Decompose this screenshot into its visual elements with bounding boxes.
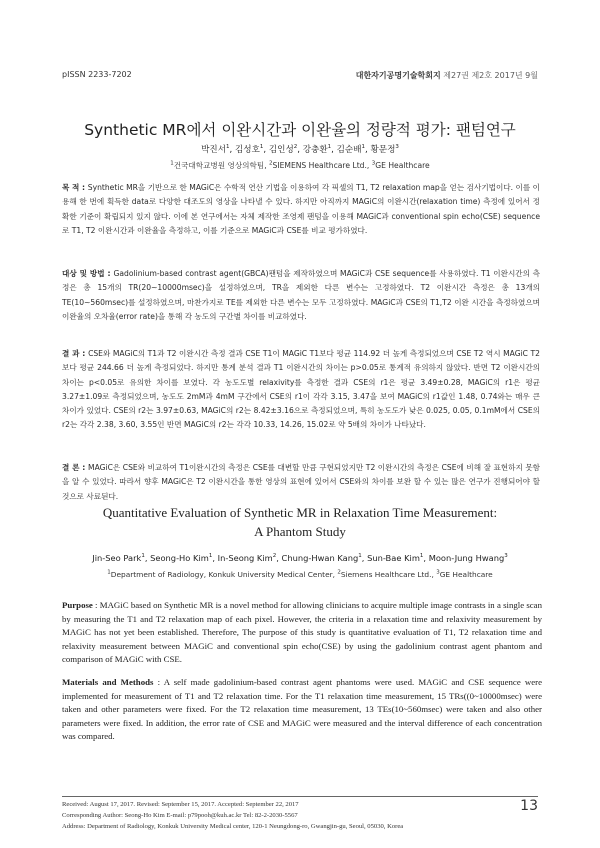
english-title xyxy=(0,503,600,541)
section-label: 목 적 : xyxy=(62,183,88,192)
affil-mark: 3 xyxy=(371,160,376,167)
affil-mark: 1 xyxy=(170,160,174,167)
author-affil-mark: 1 xyxy=(141,553,145,560)
author-affil-mark: 1 xyxy=(208,553,213,560)
affiliation: 건국대학교병원 영상의학팀 xyxy=(173,161,265,170)
section-text: MAGiC은 CSE와 비교하여 T1이완시간의 측정은 CSE를 대변할 만큼 구현되었지만 T2 이완시간의 측정은 CSE에 비해 잘 표현하지 못함을 알 수 있었다. 따라서 향후 MAGiC은 T2 이완시간을 통한 영상의 표현에 있어서 CSE와의 차이를 보완 할 수 있는 많은 연구가 진행되어야 할 것으로 사료된다. xyxy=(62,463,540,501)
affil-mark: 3 xyxy=(436,569,440,576)
affil-mark: 1 xyxy=(107,569,111,576)
author-affil-mark: 3 xyxy=(395,144,399,151)
author-name: 김인성 xyxy=(268,145,294,155)
author-name: Chung-Hwan Kang xyxy=(281,553,359,563)
footer-dates: Received: August 17, 2017. Revised: September 15, 2017. Accepted: September 22, 2017 xyxy=(62,801,299,808)
author-name: 김성호 xyxy=(234,145,260,155)
author-name: Seong-Ho Kim xyxy=(150,553,209,563)
english-title-line: Quantitative Evaluation of Synthetic MR in Relaxation Time Measurement: xyxy=(102,505,498,520)
english-methods-paragraph xyxy=(62,676,542,744)
affiliation: GE Healthcare xyxy=(375,161,430,170)
korean-conclusion-paragraph xyxy=(62,461,540,504)
english-title-line: A Phantom Study xyxy=(254,524,346,539)
section-label: 결 과 : xyxy=(62,349,89,358)
korean-purpose-paragraph xyxy=(62,181,540,238)
section-text: Synthetic MR을 기반으로 한 MAGiC은 수학적 연산 기법을 이용하여 각 픽셀의 T1, T2 relaxation map을 얻는 검사기법이다. 이를 이용해 한 번에 획득한 data로 다양한 대조도의 영상을 나타낼 수 있다. 하지만 아직까지 MAGiC의 이완시간(relaxation time) 측정에 있어서 정확한 기준이 확립되지 있지 않다. 이에 본 연구에서는 자체 제작한 조영제 팬텀을 이용해 MAGiC과 conventional spin echo(CSE) sequence로 T1, T2 이완시간과 이완율을 측정하고, 이를 기준으로 MAGiC과 CSE를 비교 평가하였다. xyxy=(62,183,540,235)
author-affil-mark: 3 xyxy=(504,553,508,560)
author-name: In-Seong Kim xyxy=(217,553,273,563)
section-text: : MAGiC based on Synthetic MR is a novel method for allowing clinicians to acquire multiple image contrasts in a single scan by measuring the T1 and T2 relaxation map of each pixel. However, the criteria in a relaxation time and relaxivity measurement by MAGiC has not yet been established. Therefore, The purpose of this study is quantitative evaluation of T1, T2 relaxation time and relaxivity measurement between MAGiC and conventional spin echo(CSE) by using the gadolinium contrast agent phantom and comparison of MAGiC with CSE. xyxy=(62,600,542,665)
author-affil-mark: 1 xyxy=(259,144,264,151)
affil-mark: 2 xyxy=(269,160,273,167)
english-purpose-paragraph xyxy=(62,599,542,667)
footer-address: Address: Department of Radiology, Konkuk University Medical center, 120-1 Neungdong-ro, Gwangjin-gu, Seoul, 05030, Korea xyxy=(62,823,404,830)
section-label: Materials and Methods xyxy=(62,677,154,687)
journal-header xyxy=(356,70,538,81)
author-name: 박진서 xyxy=(201,145,227,155)
journal-issue: 제27권 제2호 2017년 9월 xyxy=(440,71,538,80)
footer-corresponding-author: Corresponding Author: Seong-Ho Kim E-mail: p79pooh@kuh.ac.kr Tel: 82-2-2030-5567 xyxy=(62,812,298,819)
author-affil-mark: 1 xyxy=(327,144,332,151)
affiliation: Department of Radiology, Konkuk University Medical Center xyxy=(110,570,333,579)
author-name: 김순배 xyxy=(336,145,362,155)
korean-authors: 박진서$^1$, 김성호$^1$, 김인성$^2$, 강충환$^1$, 김순배$^1$, 황문정$^3$ xyxy=(201,144,399,155)
section-label: Purpose xyxy=(62,600,93,610)
author-name: 강충환 xyxy=(302,145,328,155)
author-affil-mark: 1 xyxy=(226,144,230,151)
affiliation: Siemens Healthcare Ltd. xyxy=(340,570,432,579)
journal-name: 대한자기공명기술학회지 xyxy=(355,71,441,80)
korean-title: Synthetic MR에서 이완시간과 이완율의 정량적 평가: 팬텀연구 xyxy=(84,121,516,139)
author-name: Sun-Bae Kim xyxy=(367,553,420,563)
author-name: Moon-Jung Hwang xyxy=(428,553,505,563)
page-number: 13 xyxy=(520,798,538,814)
affiliation: GE Healthcare xyxy=(439,570,493,579)
author-affil-mark: 2 xyxy=(272,553,277,560)
section-label: 대상 및 방법 : xyxy=(62,269,114,278)
author-affil-mark: 1 xyxy=(419,553,424,560)
affil-mark: 2 xyxy=(337,569,341,576)
section-text: Gadolinium-based contrast agent(GBCA)팬텀을 제작하였으며 MAGiC과 CSE sequence를 사용하였다. T1 이완시간의 측정은 총 15개의 TR(20~10000msec)을 설정하였으며, TR을 제외한 다른 변수는 고정하였다. T2 이완시간 측정은 총 13개의 TE(10~560msec)를 설정하였으며, 마찬가지로 TE를 제외한 다른 변수는 모두 고정하였다. MAGiC과 CSE의 T1,T2 이완 시간을 측정하였으며 이완율의 오차율(error rate)을 통해 각 농도의 구간별 차이를 비교하였다. xyxy=(62,269,540,321)
english-affiliations: $^1$Department of Radiology, Konkuk University Medical Center, $^2$Siemens Healthcare Ltd., $^3$GE Healthcare xyxy=(107,569,493,579)
author-affil-mark: 2 xyxy=(293,144,298,151)
affiliation: SIEMENS Healthcare Ltd. xyxy=(272,161,367,170)
author-affil-mark: 1 xyxy=(361,144,366,151)
korean-methods-paragraph xyxy=(62,267,540,324)
author-name: Jin-Seo Park xyxy=(92,553,142,563)
section-text: : A self made gadolinium-based contrast agent phantoms were used. MAGiC and CSE sequence were implemented for measurement of T1 and T2 relaxation time. For the T1 relaxation time measurement, 15 TRs((0~10000msec) were taken and other parameters were fixed. For the T2 relaxation time measurement, 13 TEs(10~560msec) were taken and also other parameters were fixed. In addition, the error rate of CSE and MAGiC were measured and the interval difference of each concentration was compared. xyxy=(62,677,542,742)
issn-label: pISSN 2233-7202 xyxy=(62,70,132,79)
english-authors: Jin-Seo Park$^1$, Seong-Ho Kim$^1$, In-Seong Kim$^2$, Chung-Hwan Kang$^1$, Sun-Bae Kim$^1$, Moon-Jung Hwang$^3$ xyxy=(92,553,508,563)
section-label: 결 론 : xyxy=(62,463,89,472)
author-affil-mark: 1 xyxy=(358,553,362,560)
korean-affiliations: $^1$건국대학교병원 영상의학팀, $^2$SIEMENS Healthcare Ltd., $^3$GE Healthcare xyxy=(170,160,430,170)
korean-results-paragraph xyxy=(62,347,540,433)
author-name: 황문정 xyxy=(370,145,396,155)
section-text: CSE와 MAGiC의 T1과 T2 이완시간 측정 결과 CSE T1이 MAGiC T1보다 평균 114.92 더 높게 측정되었으며 CSE T2 역시 MAGiC T2보다 평균 244.66 더 높게 측정되었다. 하지만 통계 분석 결과 T1 이완시간의 차이는 p>0.05로 통계적 유의하지 않았다. 반면 T2 이완시간의 차이는 p<0.05로 유의한 차이를 보였다. 각 농도도별 relaxivity를 측정한 결과 CSE의 r1은 평균 3.49±0.28, MAGiC의 r1은 평균 3.27±1.09로 측정되었으며, 농도도 2mM과 4mM 구간에서 CSE의 r1이 각각 3.15, 3.47을 보여 MAGiC의 r1값인 1.48, 0.74와는 매우 큰 차이가 있었다. CSE의 r2는 3.97±0.63, MAGiC의 r2는 8.42±3.16으로 측정되었으며, 특히 농도도가 낮은 0.025, 0.05, 0.1mM에서 CSE의 r2는 각각 2.38, 3.60, 3.55인 반면 MAGiC의 r2는 각각 10.33, 14.26, 15.02로 약 5배의 차이가 나타났다. xyxy=(62,349,541,430)
footer-divider xyxy=(62,796,538,797)
